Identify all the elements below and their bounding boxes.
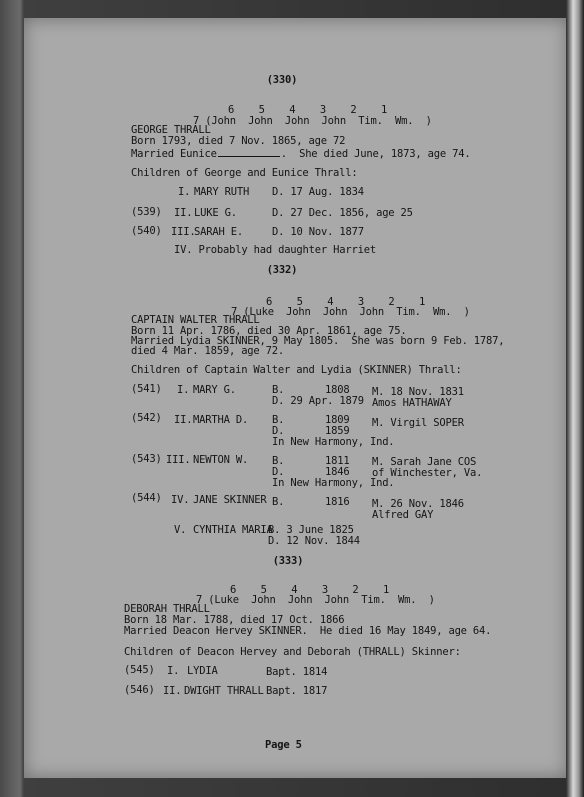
married-label: Married Eunice — [131, 148, 217, 160]
person-name-walter: CAPTAIN WALTER THRALL — [131, 314, 260, 326]
child-name: LYDIA — [187, 665, 218, 677]
children-heading: Children of Captain Walter and Lydia (SKINNER) Thrall: — [131, 364, 462, 376]
child-name: DWIGHT THRALL — [184, 685, 264, 697]
child-death: D. 29 Apr. 1879 — [272, 395, 364, 407]
child-number: (540) — [131, 225, 162, 237]
page-number-333: (333) — [272, 555, 304, 567]
child-birth: B. — [272, 455, 285, 467]
child-name: NEWTON W. — [193, 454, 249, 466]
child-spouse-place: of Winchester, Va. — [372, 467, 483, 479]
child-marriage: M. 26 Nov. 1846 — [372, 498, 464, 510]
child-roman: III. — [171, 226, 196, 238]
child-number: (544) — [131, 492, 162, 504]
child-roman: I. — [177, 384, 190, 396]
generation-numbers: 6 5 4 3 2 1 — [266, 296, 426, 308]
page-edge-shadow — [566, 0, 584, 797]
lineage-line: 7 (Luke John John John Tim. Wm. ) — [231, 306, 470, 318]
child-roman: I. — [178, 186, 191, 198]
child-death-year: 1859 — [325, 425, 350, 437]
note-line: IV. Probably had daughter Harriet — [174, 244, 377, 256]
child-roman: IV. — [171, 494, 190, 506]
child-number: (539) — [131, 206, 162, 218]
child-name: MARTHA D. — [193, 414, 249, 426]
child-spouse: Amos HATHAWAY — [372, 397, 452, 409]
page-footer: Page 5 — [265, 739, 302, 751]
child-roman: II. — [163, 685, 182, 697]
child-birth-year: 1809 — [325, 414, 350, 426]
child-info: D. 10 Nov. 1877 — [272, 226, 364, 238]
child-number: (546) — [124, 684, 155, 696]
child-spouse: Alfred GAY — [372, 509, 434, 521]
child-number: (545) — [124, 664, 155, 676]
children-heading: Children of Deacon Hervey and Deborah (THRALL) Skinner: — [124, 646, 461, 658]
child-number: (542) — [131, 412, 162, 424]
child-marriage: M. Sarah Jane COS — [372, 456, 477, 468]
lineage-line: 7 (Luke John John John Tim. Wm. ) — [196, 594, 435, 606]
generation-numbers: 6 5 4 3 2 1 — [230, 584, 390, 596]
child-death: D. 12 Nov. 1844 — [268, 535, 360, 547]
person-name-deborah: DEBORAH THRALL — [124, 603, 210, 615]
child-roman: II. — [174, 207, 193, 219]
generation-numbers: 6 5 4 3 2 1 — [228, 104, 388, 116]
child-info: D. 27 Dec. 1856, age 25 — [272, 207, 413, 219]
child-marriage: M. 18 Nov. 1831 — [372, 386, 464, 398]
child-name: MARY RUTH — [194, 186, 250, 198]
person-name-george: GEORGE THRALL — [131, 124, 211, 136]
child-roman: V. — [174, 524, 187, 536]
blank-underline — [218, 147, 280, 157]
child-number: (541) — [131, 383, 162, 395]
born-died-line: Born 18 Mar. 1788, died 17 Oct. 1866 — [124, 614, 345, 626]
page-number-330: (330) — [266, 74, 298, 86]
married-line: Married Deacon Hervey SKINNER. He died 16 May 1849, age 64. — [124, 625, 492, 637]
married-line — [131, 147, 470, 160]
child-roman: III. — [166, 454, 191, 466]
child-birth: B. — [272, 414, 285, 426]
child-name: MARY G. — [193, 384, 236, 396]
child-name: LUKE G. — [194, 207, 237, 219]
child-place: In New Harmony, Ind. — [272, 436, 395, 448]
page-number-332: (332) — [266, 264, 298, 276]
child-roman: II. — [174, 414, 193, 426]
child-birth: B. — [272, 384, 285, 396]
married-line-cont: died 4 Mar. 1859, age 72. — [131, 345, 285, 357]
child-place: In New Harmony, Ind. — [272, 477, 395, 489]
child-birth-year: 1816 — [325, 496, 350, 508]
child-info: Bapt. 1817 — [266, 685, 328, 697]
born-died-line: Born 1793, died 7 Nov. 1865, age 72 — [131, 135, 346, 147]
child-birth: B. 3 June 1825 — [268, 524, 354, 536]
child-death-year: 1846 — [325, 466, 350, 478]
child-death: D. — [272, 466, 285, 478]
child-info: D. 17 Aug. 1834 — [272, 186, 364, 198]
married-remainder: . She died June, 1873, age 74. — [280, 148, 471, 160]
child-number: (543) — [131, 453, 162, 465]
child-death: D. — [272, 425, 285, 437]
child-birth: B. — [272, 496, 285, 508]
child-birth-year: 1811 — [325, 455, 350, 467]
child-marriage: M. Virgil SOPER — [372, 417, 464, 429]
child-birth-year: 1808 — [325, 384, 350, 396]
child-roman: I. — [167, 665, 180, 677]
child-info: Bapt. 1814 — [266, 666, 328, 678]
child-name: SARAH E. — [194, 226, 243, 238]
child-name: JANE SKINNER — [193, 494, 267, 506]
married-line: Married Lydia SKINNER, 9 May 1805. She was born 9 Feb. 1787, — [131, 335, 505, 347]
lineage-line: 7 (John John John John Tim. Wm. ) — [193, 115, 432, 127]
children-heading: Children of George and Eunice Thrall: — [131, 167, 358, 179]
born-died-line: Born 11 Apr. 1786, died 30 Apr. 1861, age 75. — [131, 325, 407, 337]
child-name: CYNTHIA MARIA — [193, 524, 273, 536]
